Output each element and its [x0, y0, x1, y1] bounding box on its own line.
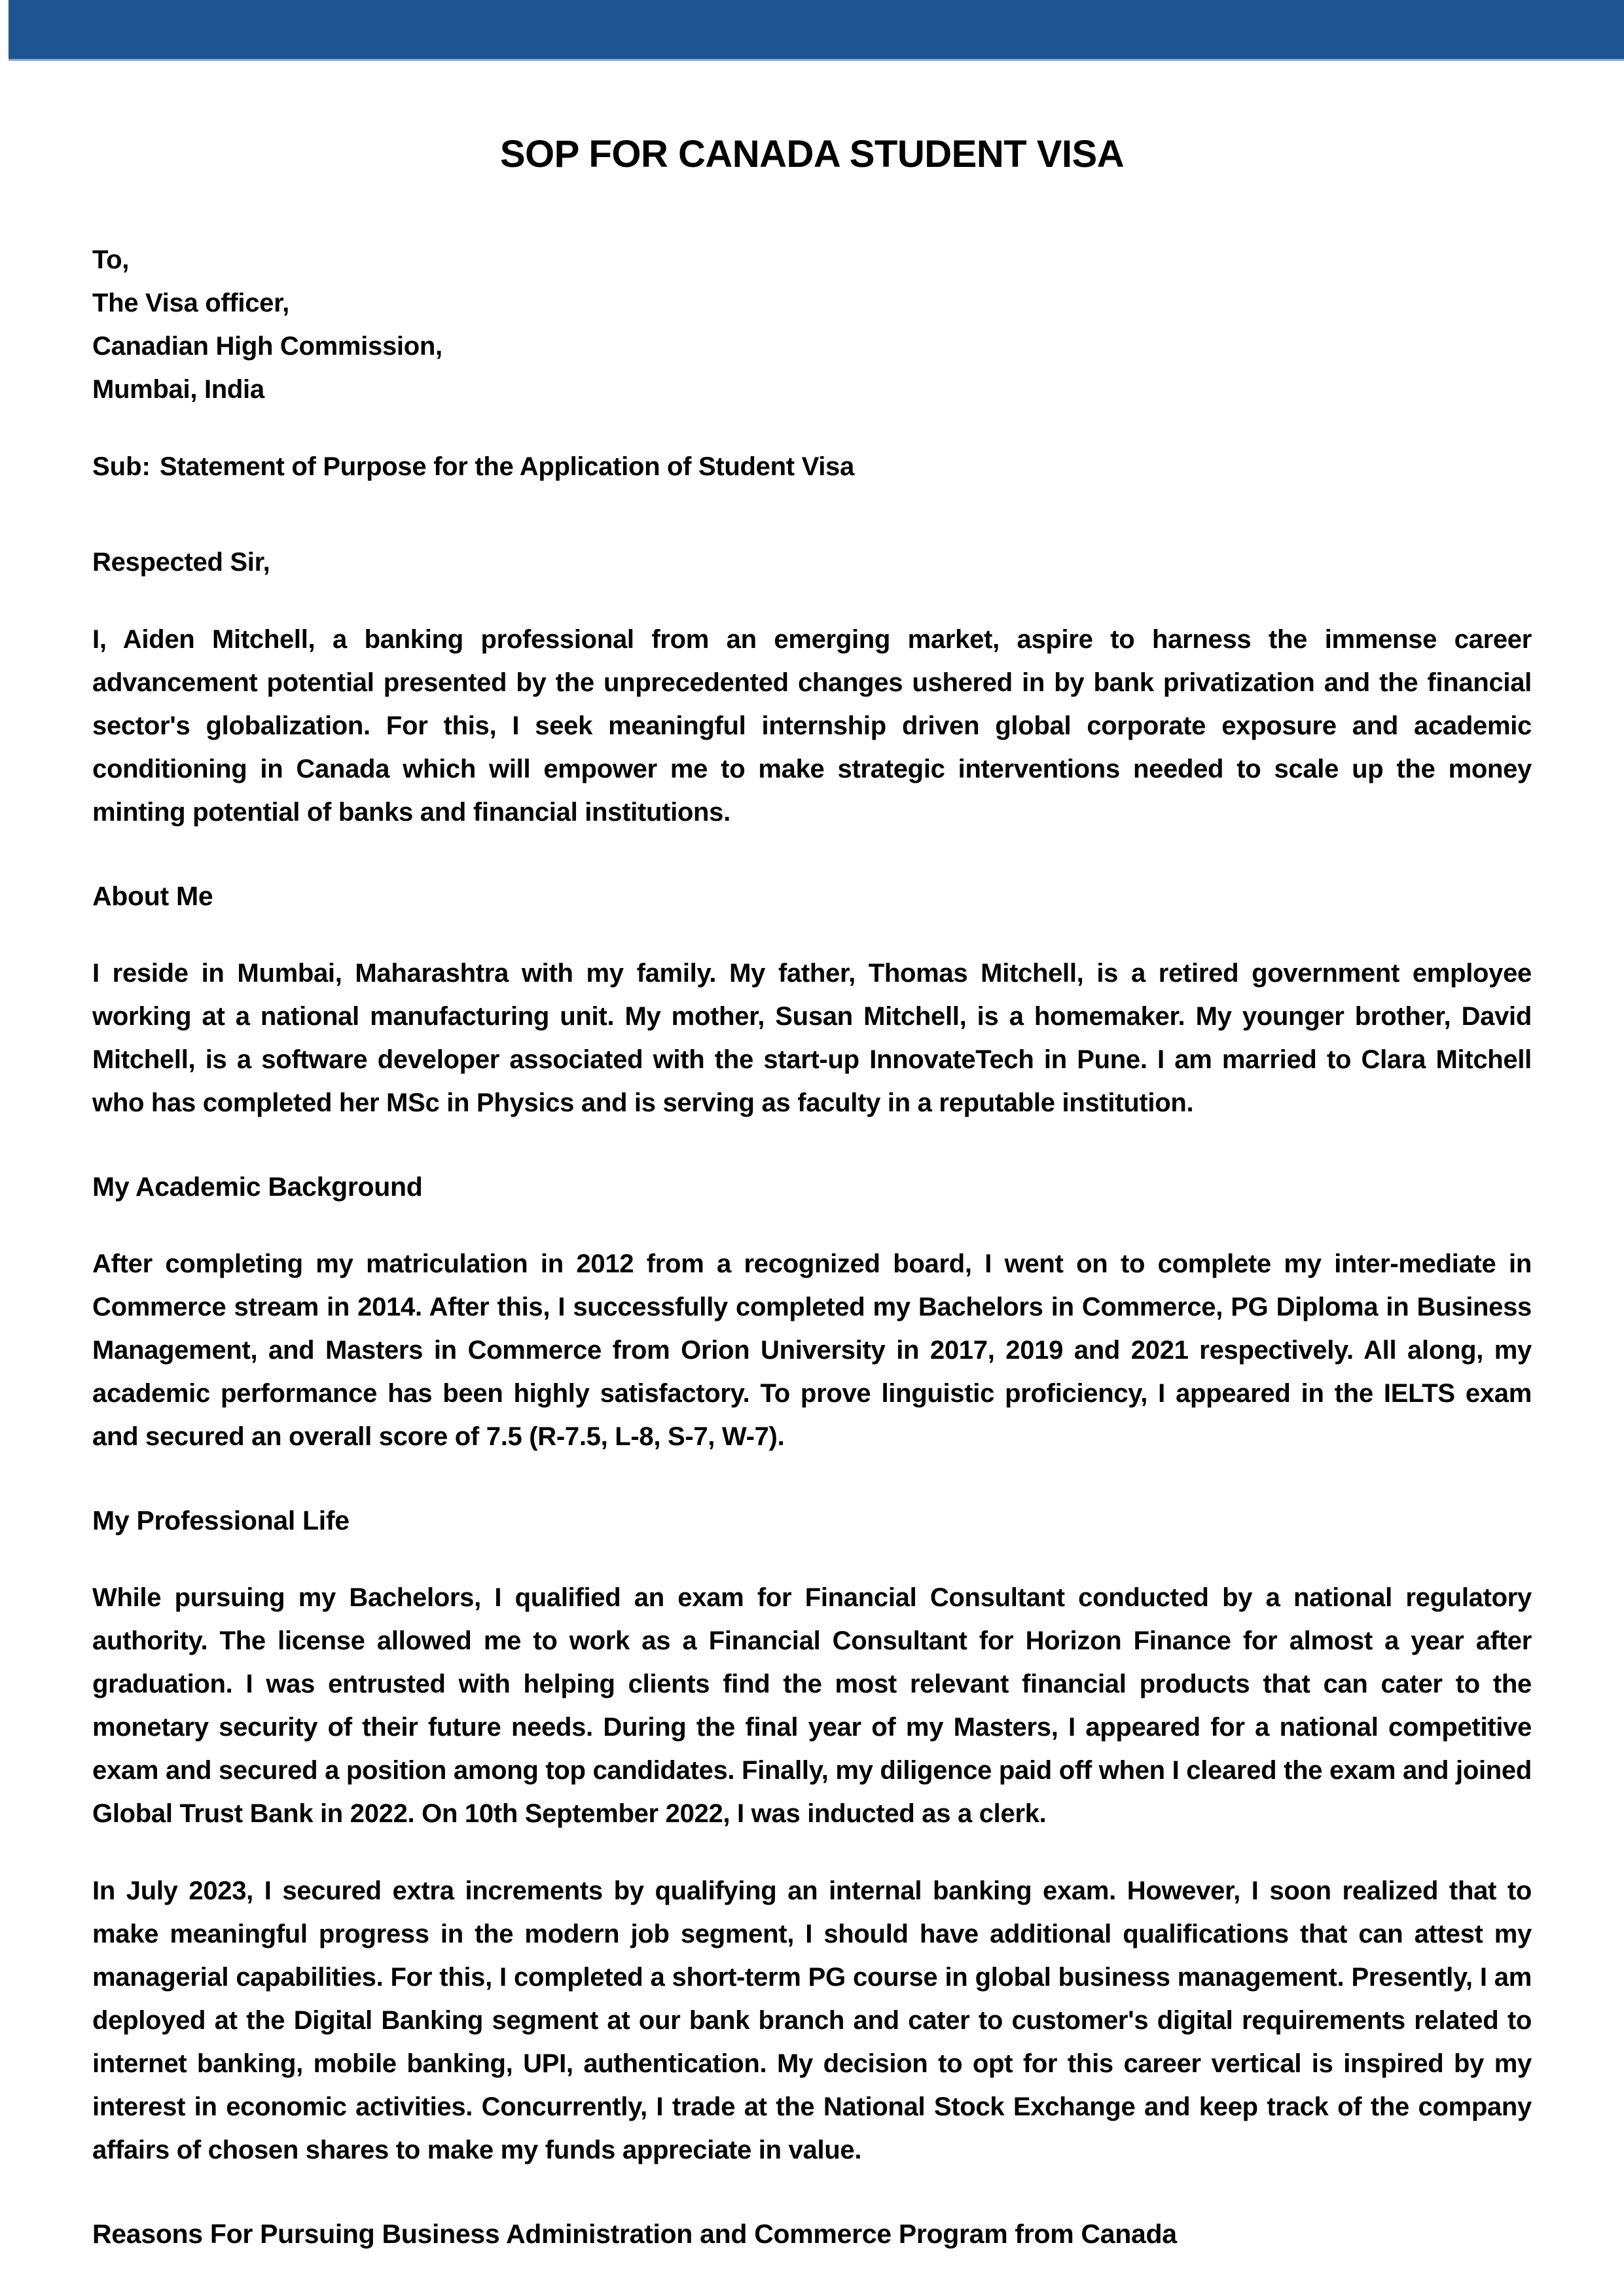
document-title: SOP FOR CANADA STUDENT VISA	[499, 133, 1125, 175]
recipient-line-visa-officer: The Visa officer,	[92, 289, 289, 317]
section-heading-professional-life: My Professional Life	[92, 1505, 350, 1535]
subject-label: Sub:	[92, 452, 151, 481]
recipient-line-to: To,	[92, 245, 130, 274]
document-content	[0, 63, 1624, 2255]
recipient-line-city: Mumbai, India	[92, 375, 264, 404]
subject-text: Statement of Purpose for the Application of Student Visa	[159, 452, 854, 481]
academic-background-paragraph: After completing my matriculation in 2012 from a recognized board, I went on to complete my inter-mediate in Commerce stream in 2014. After this, I successfully completed my Bachelors in Commerce, PG Diploma in Business Management, and Masters in Commerce from Orion University in 2017, 2019 and 2021 respectively. All along, my academic performance has been highly satisfactory. To prove linguistic proficiency, I appeared in the IELTS exam and secured an overall score of 7.5 (R-7.5, L-8, S-7, W-7).	[92, 1249, 1532, 1451]
section-heading-about-me: About Me	[92, 881, 213, 911]
salutation: Respected Sir,	[92, 548, 270, 577]
about-me-paragraph: I reside in Mumbai, Maharashtra with my family. My father, Thomas Mitchell, is a retired government employee working at a national manufacturing unit. My mother, Susan Mitchell, is a homemaker. My younger brother, David Mitchell, is a software developer associated with the start-up InnovateTech in Pune. I am married to Clara Mitchell who has completed her MSc in Physics and is serving as faculty in a reputable institution.	[92, 959, 1532, 1117]
subject-line	[92, 445, 1532, 488]
recipient-block	[92, 238, 1532, 411]
section-heading-academic-background: My Academic Background	[92, 1172, 423, 1202]
intro-paragraph: I, Aiden Mitchell, a banking professional from an emerging market, aspire to harness the immense career advancement potential presented by the unprecedented changes ushered in by bank privatization and the financial sector's globalization. For this, I seek meaningful internship driven global corporate exposure and academic conditioning in Canada which will empower me to make strategic interventions needed to scale up the money minting potential of banks and financial institutions.	[92, 625, 1532, 827]
professional-life-paragraph-1: While pursuing my Bachelors, I qualified an exam for Financial Consultant conducted by a national regulatory authority. The license allowed me to work as a Financial Consultant for Horizon Finance for almost a year after graduation. I was entrusted with helping clients find the most relevant financial products that can cater to the monetary security of their future needs. During the final year of my Masters, I appeared for a national competitive exam and secured a position among top candidates. Finally, my diligence paid off when I cleared the exam and joined Global Trust Bank in 2022. On 10th September 2022, I was inducted as a clerk.	[92, 1583, 1532, 1828]
section-heading-reasons: Reasons For Pursuing Business Administration and Commerce Program from Canada	[92, 2219, 1177, 2249]
header-bar	[9, 0, 1624, 61]
professional-life-paragraph-2: In July 2023, I secured extra increments by qualifying an internal banking exam. However, I soon realized that to make meaningful progress in the modern job segment, I should have additional qualifications that can attest my managerial capabilities. For this, I completed a short-term PG course in global business management. Presently, I am deployed at the Digital Banking segment at our bank branch and cater to customer's digital requirements related to internet banking, mobile banking, UPI, authentication. My decision to opt for this career vertical is inspired by my interest in economic activities. Concurrently, I trade at the National Stock Exchange and keep track of the company affairs of chosen shares to make my funds appreciate in value.	[92, 1876, 1532, 2164]
recipient-line-commission: Canadian High Commission,	[92, 332, 442, 361]
